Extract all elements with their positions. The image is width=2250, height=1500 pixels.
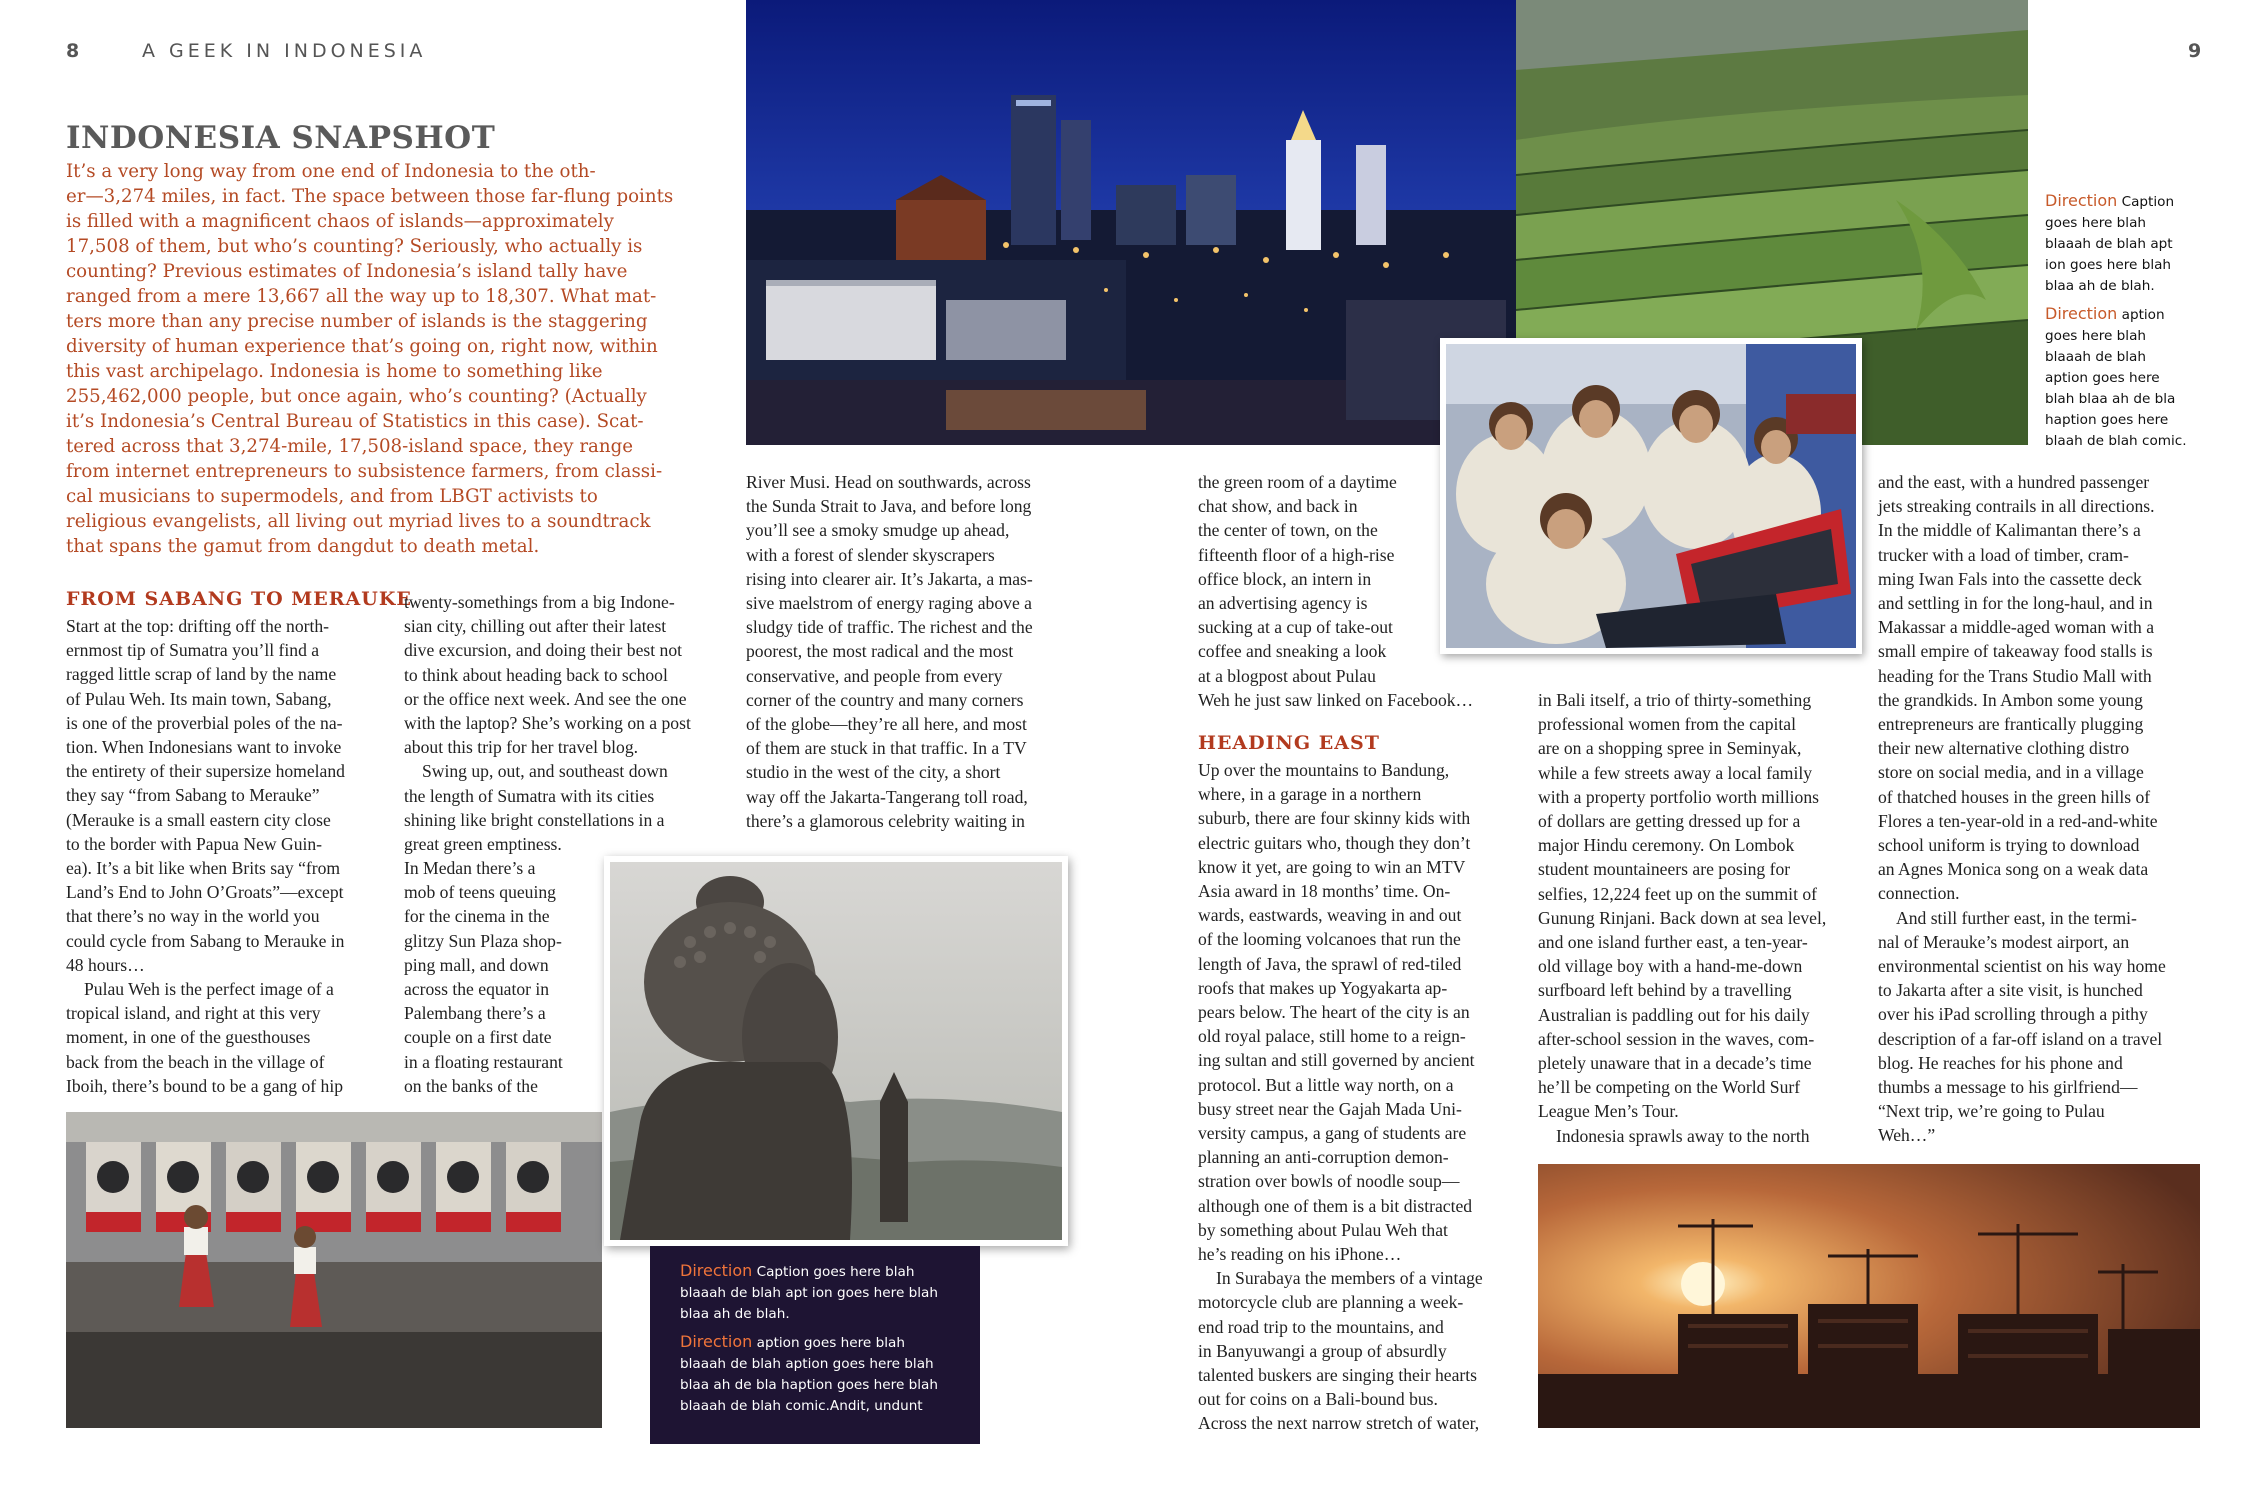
caption-dark-para-2 [680,1331,950,1417]
text-line: Pulau Weh is the perfect image of a [84,979,334,1000]
text-line: know it yet, are going to win an MTV [1198,856,1466,877]
intro-line: is filled with a magnificent chaos of islands—approximately [66,211,614,232]
caption-dark-para-1 [680,1260,950,1325]
intro-line: from internet entrepreneurs to subsistence farmers, from classi- [66,461,663,482]
text-line: tropical island, and right at this very [66,1003,321,1024]
text-line: to the border with Papua New Guin- [66,833,323,854]
text-line: ernmost tip of Sumatra you’ll find a [66,640,320,661]
text-line: selfies, 12,224 feet up on the summit of [1538,883,1818,904]
text-line: for the cinema in the [404,906,550,927]
text-line: thumbs a message to his girlfriend— [1878,1077,2138,1098]
caption-text: aption goes here blah [756,1335,905,1351]
text-line: League Men’s Tour. [1538,1101,1679,1122]
text-line: with the laptop? She’s working on a post [404,713,691,734]
text-line: Weh he just saw linked on Facebook… [1198,689,1474,710]
text-line: end road trip to the mountains, and [1198,1316,1444,1337]
text-line: in Bali itself, a trio of thirty-something [1538,690,1812,710]
text-line: in Banyuwangi a group of absurdly [1198,1340,1447,1361]
article-title: INDONESIA SNAPSHOT [66,120,496,156]
text-line: corner of the country and many corners [746,689,1024,710]
caption-text: blaaah de blah comic.Andit, undunt [680,1398,923,1414]
street-posters-children-photo [66,1112,602,1428]
text-line: an advertising agency is [1198,593,1368,614]
text-line: the green room of a daytime [1198,472,1397,492]
text-line: blog. He reaches for his phone and [1878,1052,2123,1073]
text-line: with a forest of slender skyscrapers [746,544,995,565]
caption-right [2045,190,2225,458]
intro-line: 17,508 of them, but who’s counting? Seriously, who actually is [66,236,643,257]
text-line: sludgy tide of traffic. The richest and the [746,617,1033,638]
text-line: sucking at a cup of take-out [1198,617,1393,638]
text-line: of thatched houses in the green hills of [1878,786,2151,807]
text-line: Asia award in 18 months’ time. On- [1198,881,1451,902]
text-line: Australian is paddling out for his daily [1538,1004,1810,1025]
intro-line: counting? Previous estimates of Indonesia’s island tally have [66,261,628,282]
intro-line: cal musicians to supermodels, and from LBGT activists to [66,486,598,507]
text-line: Swing up, out, and southeast down [422,761,668,782]
text-line: Weh…” [1878,1125,1936,1146]
text-line: of Pulau Weh. Its main town, Sabang, [66,688,332,709]
caption-right-para-1 [2045,190,2225,297]
intro-line: er—3,274 miles, in fact. The space between those far-flung points [66,186,674,207]
right-page-number: 9 [2188,40,2202,62]
text-line: fifteenth floor of a high-rise [1198,544,1395,565]
text-line: planning an anti-corruption demon- [1198,1147,1449,1168]
text-line: or the office next week. And see the one [404,688,687,709]
text-line: Iboih, there’s bound to be a gang of hip [66,1075,344,1096]
text-line: office block, an intern in [1198,568,1372,589]
text-line: talented buskers are singing their hearts [1198,1365,1477,1386]
intro-line: that spans the gamut from dangdut to death metal. [66,536,540,557]
text-line: back from the beach in the village of [66,1051,325,1072]
intro-line: religious evangelists, all living out myriad lives to a soundtrack [66,511,651,532]
text-line: Start at the top: drifting off the north- [66,616,330,636]
text-line: could cycle from Sabang to Merauke in [66,930,345,951]
intro-line: ranged from a mere 13,667 all the way up to 18,307. What mat- [66,286,657,307]
text-line: at a blogpost about Pulau [1198,665,1376,686]
caption-lead: Direction [2045,304,2118,323]
section-heading-east: HEADING EAST [1198,732,1380,754]
text-line: “Next trip, we’re going to Pulau [1878,1101,2105,1122]
intro-line: 255,462,000 people, but once again, who’s counting? (Actually [66,386,647,407]
text-line: Makassar a middle-aged woman with a [1878,617,2155,638]
caption-right-para-2 [2045,303,2225,452]
caption-text: goes here blah [2045,328,2147,344]
text-line: and one island further east, a ten-year- [1538,932,1808,953]
text-line: Land’s End to John O’Groats”—except [66,882,344,903]
text-line: connection. [1878,883,1960,904]
caption-lead: Direction [2045,191,2118,210]
text-line: professional women from the capital [1538,714,1796,735]
text-line: tion. When Indonesians want to invoke [66,737,342,758]
text-line: small empire of takeaway food stalls is [1878,641,2153,662]
text-line: sive maelstrom of energy raging above a [746,593,1032,614]
text-line: of them are stuck in that traffic. In a TV [746,738,1027,759]
text-line: and settling in for the long-haul, and in [1878,593,2153,614]
intro-line: tered across that 3,274-mile, 17,508-island space, they range [66,436,634,457]
text-line: Across the next narrow stretch of water, [1198,1413,1480,1434]
body-column-1 [66,614,396,1098]
caption-text: blaa ah de bla haption goes here blah [680,1377,938,1393]
text-line: busy street near the Gajah Mada Uni- [1198,1098,1462,1119]
text-line: conservative, and people from every [746,665,1003,686]
text-line: glitzy Sun Plaza shop- [404,930,562,951]
running-title: A GEEK IN INDONESIA [142,40,427,62]
text-line: jets streaking contrails in all directions. [1878,496,2155,517]
body-column-3 [746,470,1086,833]
caption-lead: Direction [680,1332,753,1351]
text-line: in a floating restaurant [404,1051,563,1072]
text-line: Gunung Rinjani. Back down at sea level, [1538,907,1827,928]
intro-line: diversity of human experience that’s going on, right now, within [66,336,658,357]
text-line: by something about Pulau Weh that [1198,1219,1448,1240]
text-line: they say “from Sabang to Merauke” [66,785,320,806]
text-line: stration over bowls of noodle soup— [1198,1171,1460,1192]
text-line: environmental scientist on his way home [1878,956,2166,977]
caption-text: ion goes here blah [2045,257,2172,273]
text-line: the length of Sumatra with its cities [404,785,655,806]
text-line: wards, eastwards, weaving in and out [1198,905,1462,926]
caption-text: aption [2121,307,2165,323]
text-line: school uniform is trying to download [1878,835,2140,856]
text-line: Flores a ten-year-old in a red-and-white [1878,810,2158,831]
caption-text: Caption [2121,194,2175,210]
text-line: where, in a garage in a northern [1198,784,1422,805]
text-line: entrepreneurs are frantically plugging [1878,714,2144,735]
text-line: moment, in one of the guesthouses [66,1027,311,1048]
text-line: shining like bright constellations in a [404,809,665,830]
text-line: length of Java, the sprawl of red-tiled [1198,953,1462,974]
text-line: the grandkids. In Ambon some young [1878,689,2143,710]
text-line: sian city, chilling out after their latest [404,616,667,637]
text-line: to Jakarta after a site visit, is hunched [1878,980,2143,1001]
text-line: couple on a first date [404,1027,552,1048]
text-line: of dollars are getting dressed up for a [1538,811,1801,832]
jakarta-night-skyline-photo [746,0,1516,445]
text-line: there’s a glamorous celebrity waiting in [746,810,1025,831]
construction-sunset-photo [1538,1164,2200,1428]
intro-line: it’s Indonesia’s Central Bureau of Statistics in this case). Scat- [66,411,644,432]
text-line: coffee and sneaking a look [1198,641,1387,662]
text-line: nal of Merauke’s modest airport, an [1878,931,2130,952]
students-laptop-photo [1440,338,1862,654]
text-line: 48 hours… [66,954,145,975]
caption-dark [650,1246,980,1444]
caption-text: blaaah de blah apt ion goes here blah [680,1285,938,1301]
intro-line: It’s a very long way from one end of Indonesia to the oth- [66,161,596,182]
intro-paragraph [66,159,706,559]
text-line: electric guitars who, though they don’t [1198,832,1471,853]
caption-text: blaaah de blah [2045,349,2146,365]
text-line: store on social media, and in a village [1878,762,2144,783]
text-line: over his iPad scrolling through a pithy [1878,1004,2148,1025]
text-line: ing sultan and still governed by ancient [1198,1050,1475,1071]
text-line: about this trip for her travel blog. [404,737,639,758]
text-line: and the east, with a hundred passenger [1878,472,2150,492]
body-column-2 [404,590,744,856]
text-line: Up over the mountains to Bandung, [1198,760,1450,780]
text-line: the entirety of their supersize homeland [66,761,345,782]
text-line: of the looming volcanoes that run the [1198,929,1461,950]
text-line: their new alternative clothing distro [1878,738,2130,759]
text-line: protocol. But a little way north, on a [1198,1074,1454,1095]
text-line: In Medan there’s a [404,858,536,878]
text-line: ping mall, and down [404,954,549,975]
caption-lead: Direction [680,1261,753,1280]
text-line: dive excursion, and doing their best not [404,640,683,661]
text-line: although one of them is a bit distracted [1198,1195,1473,1216]
text-line: he’ll be competing on the World Surf [1538,1077,1801,1098]
text-line: you’ll see a smoky smudge up ahead, [746,520,1010,541]
caption-text: blaah de blah comic. [2045,433,2187,449]
caption-text: blaaah de blah aption goes here blah [680,1356,934,1372]
text-line: roofs that makes up Yogyakarta ap- [1198,977,1448,998]
text-line: Indonesia sprawls away to the north [1556,1125,1810,1146]
body-column-4 [1198,758,1528,1436]
text-line: of the globe—they’re all here, and most [746,714,1027,735]
text-line: studio in the west of the city, a short [746,762,1001,783]
body-column-2-narrow [404,856,604,1098]
text-line: heading for the Trans Studio Mall with [1878,665,2152,686]
text-line: on the banks of the [404,1075,538,1096]
caption-text: Caption goes here blah [756,1264,915,1280]
text-line: chat show, and back in [1198,496,1358,517]
text-line: across the equator in [404,979,550,1000]
text-line: the Sunda Strait to Java, and before long [746,496,1032,517]
text-line: In the middle of Kalimantan there’s a [1878,520,2141,541]
text-line: ming Iwan Fals into the cassette deck [1878,568,2142,589]
text-line: (Merauke is a small eastern city close [66,809,331,830]
text-line: is one of the proverbial poles of the na- [66,712,343,733]
text-line: an Agnes Monica song on a weak data [1878,859,2149,880]
text-line: that there’s no way in the world you [66,906,320,927]
caption-text: blaaah de blah apt [2045,236,2173,252]
intro-line: this vast archipelago. Indonesia is home to something like [66,361,603,382]
text-line: In Surabaya the members of a vintage [1216,1268,1483,1289]
intro-line: ters more than any precise number of islands is the staggering [66,311,648,332]
caption-text: aption goes here [2045,370,2160,386]
text-line: student mountaineers are posing for [1538,859,1791,880]
text-line: ragged little scrap of land by the name [66,664,337,685]
text-line: ea). It’s a bit like when Brits say “from [66,858,341,879]
buddha-statue-photo [604,856,1068,1246]
text-line: great green emptiness. [404,834,562,855]
text-line: suburb, there are four skinny kids with [1198,808,1471,829]
text-line: And still further east, in the termi- [1896,907,2137,928]
caption-text: blaa ah de blah. [680,1306,790,1322]
text-line: twenty-somethings from a big Indone- [404,592,675,612]
text-line: description of a far-off island on a travel [1878,1028,2163,1049]
body-column-5 [1538,688,1878,1148]
text-line: while a few streets away a local family [1538,762,1813,783]
text-line: old village boy with a hand-me-down [1538,956,1803,977]
text-line: after-school session in the waves, com- [1538,1028,1815,1049]
caption-text: blaa ah de blah. [2045,278,2155,294]
text-line: motorcycle club are planning a week- [1198,1292,1464,1313]
body-column-6 [1878,470,2224,1148]
text-line: poorest, the most radical and the most [746,641,1014,662]
text-line: with a property portfolio worth millions [1538,786,1819,807]
text-line: Palembang there’s a [404,1003,546,1024]
text-line: he’s reading on his iPhone… [1198,1244,1402,1265]
text-line: major Hindu ceremony. On Lombok [1538,835,1795,856]
text-line: pletely unaware that in a decade’s time [1538,1053,1812,1074]
section-heading-sabang: FROM SABANG TO MERAUKE [66,588,412,610]
text-line: to think about heading back to school [404,664,668,685]
text-line: old royal palace, still home to a reign- [1198,1026,1466,1047]
text-line: rising into clearer air. It’s Jakarta, a mas- [746,568,1033,589]
text-line: way off the Jakarta-Tangerang toll road, [746,786,1028,807]
text-line: surfboard left behind by a travelling [1538,980,1792,1001]
text-line: mob of teens queuing [404,882,556,903]
caption-text: blah blaa ah de bla [2045,391,2176,407]
text-line: River Musi. Head on southwards, across [746,472,1031,492]
text-line: trucker with a load of timber, cram- [1878,544,2129,565]
text-line: versity campus, a gang of students are [1198,1123,1467,1144]
caption-text: goes here blah [2045,215,2147,231]
caption-text: haption goes here [2045,412,2169,428]
text-line: pears below. The heart of the city is an [1198,1002,1470,1023]
text-line: out for coins on a Bali-bound bus. [1198,1389,1438,1410]
text-line: are on a shopping spree in Seminyak, [1538,738,1802,759]
left-page-number: 8 [66,40,80,62]
text-line: the center of town, on the [1198,520,1378,541]
